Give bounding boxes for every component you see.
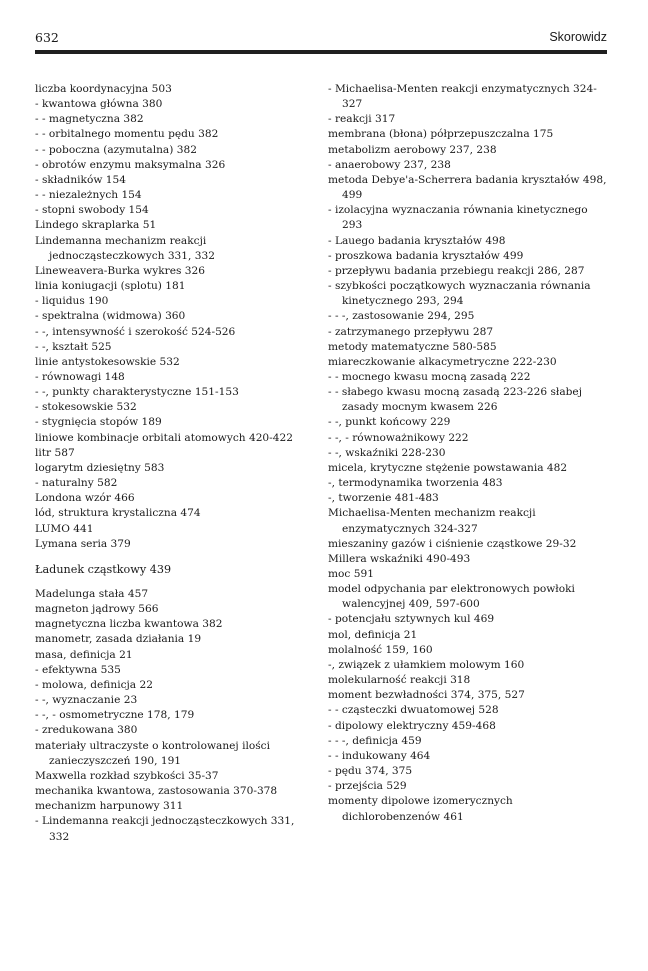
- index-entry: LUMO 441: [35, 522, 94, 535]
- index-entry: moment bezwładności 374, 375, 527: [328, 689, 525, 702]
- index-entry: mechanizm harpunowy 311: [35, 800, 184, 813]
- index-entry: - obrotów enzymu maksymalna 326: [35, 158, 226, 171]
- index-entry: - -, wskaźniki 228-230: [328, 446, 446, 459]
- index-entry: - - poboczna (azymutalna) 382: [35, 143, 197, 156]
- index-entry: - stopni swobody 154: [35, 204, 149, 217]
- index-entry: - liquidus 190: [35, 295, 109, 308]
- index-entry: magneton jądrowy 566: [35, 603, 159, 616]
- index-entry: Lineweavera-Burka wykres 326: [35, 264, 205, 277]
- index-entry: - przejścia 529: [328, 780, 407, 793]
- index-column-right: [328, 82, 608, 825]
- index-entry: - szybkości początkowych wyznaczania równania kinetycznego 293, 294: [328, 280, 591, 308]
- index-entry: miareczkowanie alkacymetryczne 222-230: [328, 355, 557, 368]
- index-entry: metabolizm aerobowy 237, 238: [328, 143, 497, 156]
- index-entry: membrana (błona) półprzepuszczalna 175: [328, 128, 554, 141]
- index-entry: - efektywna 535: [35, 663, 121, 676]
- index-entry: Ładunek cząstkowy 439: [35, 562, 172, 576]
- index-entry: - proszkowa badania kryształów 499: [328, 249, 524, 262]
- index-entry: - dipolowy elektryczny 459-468: [328, 719, 496, 732]
- index-entry: - zredukowana 380: [35, 724, 138, 737]
- index-entry: - - cząsteczki dwuatomowej 528: [328, 704, 499, 717]
- index-entry: linia koniugacji (splotu) 181: [35, 280, 186, 293]
- index-entry: -, związek z ułamkiem molowym 160: [328, 658, 525, 671]
- index-entry: - stygnięcia stopów 189: [35, 416, 162, 429]
- index-entry: - pędu 374, 375: [328, 765, 413, 778]
- index-entry: linie antystokesowskie 532: [35, 355, 180, 368]
- index-entry: - przepływu badania przebiegu reakcji 286, 287: [328, 264, 585, 277]
- index-entry: logarytm dziesiętny 583: [35, 461, 165, 474]
- index-entry: Lindemanna mechanizm reakcji jednocząsteczkowych 331, 332: [35, 234, 215, 262]
- index-entry: moc 591: [328, 568, 374, 580]
- index-entry: metody matematyczne 580-585: [328, 340, 497, 353]
- index-entry: - -, wyznaczanie 23: [35, 694, 138, 707]
- index-entry: Maxwella rozkład szybkości 35-37: [35, 769, 219, 782]
- index-entry: - składników 154: [35, 173, 126, 186]
- index-entry: - - orbitalnego momentu pędu 382: [35, 128, 219, 141]
- index-entry: model odpychania par elektronowych powłoki walencyjnej 409, 597-600: [328, 583, 575, 611]
- index-entry: - -, intensywność i szerokość 524-526: [35, 325, 236, 338]
- index-entry: Lindego skraplarka 51: [35, 219, 157, 232]
- index-entry: - izolacyjna wyznaczania równania kinetycznego 293: [328, 204, 588, 232]
- index-entry: - Lindemanna reakcji jednocząsteczkowych 331, 332: [35, 815, 295, 843]
- index-entry: - - mocnego kwasu mocną zasadą 222: [328, 370, 531, 383]
- index-entry: - spektralna (widmowa) 360: [35, 310, 186, 323]
- index-entry: - anaerobowy 237, 238: [328, 158, 451, 171]
- index-entry: - stokesowskie 532: [35, 401, 137, 414]
- index-entry: - -, punkt końcowy 229: [328, 416, 451, 429]
- index-entry: - -, - równoważnikowy 222: [328, 431, 469, 444]
- index-entry: Londona wzór 466: [35, 492, 135, 505]
- index-entry: Michaelisa-Menten mechanizm reakcji enzymatycznych 324-327: [328, 507, 536, 535]
- index-entry: - reakcji 317: [328, 113, 396, 126]
- index-entry: - -, kształt 525: [35, 340, 112, 353]
- index-entry: Madelunga stała 457: [35, 588, 149, 600]
- index-entry: masa, definicja 21: [35, 648, 133, 661]
- index-entry: - naturalny 582: [35, 477, 118, 490]
- index-entry: - Lauego badania kryształów 498: [328, 234, 506, 247]
- index-entry: - potencjału sztywnych kul 469: [328, 613, 495, 626]
- page-header: [35, 30, 607, 50]
- index-entry: - molowa, definicja 22: [35, 678, 153, 691]
- index-entry: - - słabego kwasu mocną zasadą 223-226 słabej zasady mocnym kwasem 226: [328, 386, 582, 414]
- index-entry: mol, definicja 21: [328, 628, 418, 641]
- index-entry: -, tworzenie 481-483: [328, 492, 439, 505]
- index-entry: magnetyczna liczba kwantowa 382: [35, 618, 223, 631]
- index-entry: - Michaelisa-Menten reakcji enzymatycznych 324-327: [328, 83, 597, 111]
- index-entry: - -, punkty charakterystyczne 151-153: [35, 386, 239, 399]
- index-entry: molekularność reakcji 318: [328, 674, 471, 687]
- index-entry: -, termodynamika tworzenia 483: [328, 477, 503, 490]
- index-entry: - - -, zastosowanie 294, 295: [328, 310, 475, 323]
- index-entry: momenty dipolowe izomerycznych dichlorobenzenów 461: [328, 795, 513, 823]
- index-entry: - -, - osmometryczne 178, 179: [35, 709, 195, 722]
- index-entry: manometr, zasada działania 19: [35, 633, 202, 646]
- index-entry: litr 587: [35, 446, 75, 459]
- index-entry: liczba koordynacyjna 503: [35, 83, 172, 95]
- index-entry: molalność 159, 160: [328, 643, 433, 656]
- index-entry: micela, krytyczne stężenie powstawania 482: [328, 461, 568, 474]
- index-entry: - - niezależnych 154: [35, 189, 142, 202]
- index-entry: - zatrzymanego przepływu 287: [328, 325, 494, 338]
- header-rule: [35, 50, 607, 54]
- index-entry: - - -, definicja 459: [328, 734, 422, 747]
- index-entry: - równowagi 148: [35, 370, 125, 383]
- index-entry: lód, struktura krystaliczna 474: [35, 507, 201, 520]
- index-entry: mechanika kwantowa, zastosowania 370-378: [35, 785, 278, 798]
- index-entry: liniowe kombinacje orbitali atomowych 420-422: [35, 431, 293, 444]
- index-entry: metoda Debye'a-Scherrera badania kryształów 498, 499: [328, 173, 607, 202]
- running-title: Skorowidz: [549, 30, 607, 44]
- index-column-left: [35, 82, 305, 845]
- page-number: 632: [35, 30, 59, 45]
- index-entry: - - magnetyczna 382: [35, 113, 144, 126]
- index-entry: Lymana seria 379: [35, 537, 131, 550]
- index-entry: - - indukowany 464: [328, 749, 431, 762]
- index-entry: mieszaniny gazów i ciśnienie cząstkowe 29-32: [328, 537, 577, 550]
- index-entry: - kwantowa główna 380: [35, 98, 163, 111]
- index-entry: materiały ultraczyste o kontrolowanej ilości zanieczyszczeń 190, 191: [35, 739, 270, 767]
- index-entry: Millera wskaźniki 490-493: [328, 552, 471, 565]
